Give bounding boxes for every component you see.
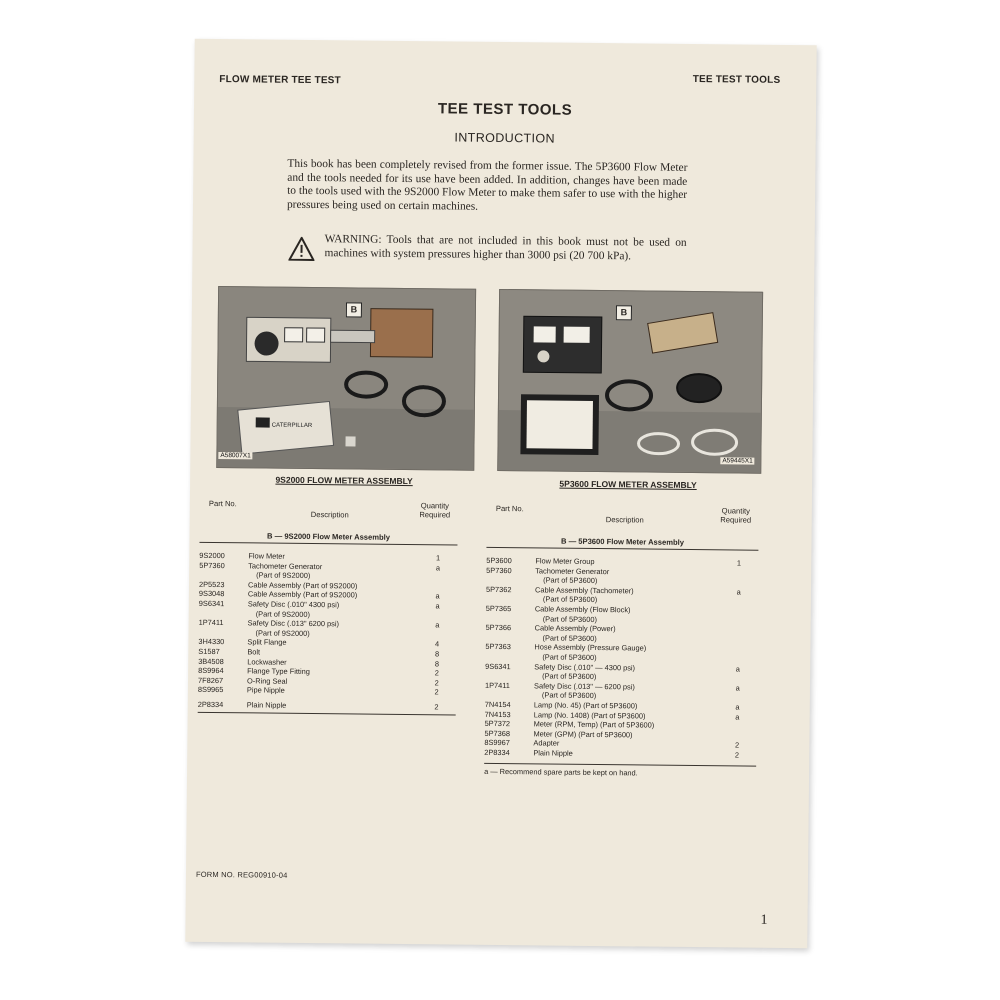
cell-part: 2P8334 xyxy=(484,747,510,757)
cell-qty: 8 xyxy=(434,658,440,668)
cell-part xyxy=(199,570,248,580)
cell-part: 1P7411 xyxy=(484,680,510,690)
cell-desc: Lamp (No. 45) (Part of 5P3600) xyxy=(533,700,638,711)
cell-part: 5P3600 xyxy=(486,555,512,566)
intro-paragraph: This book has been completely revised from the former issue. The 5P3600 Flow Meter and the tools needed for its use have been added. In addition, changes have been made to the tools used with the 9S2000 Flow Meter to make them safer to use with the higher pressures being used on certain machines. xyxy=(286,157,688,213)
cell-qty: a xyxy=(735,711,740,722)
cell-part: 9S2000 xyxy=(199,550,225,561)
cell-qty xyxy=(419,572,458,582)
caterpillar-logo: CATERPILLAR xyxy=(271,422,313,430)
cell-qty xyxy=(719,645,758,655)
header-left: FLOW METER TEE TEST xyxy=(219,74,341,87)
cell-desc: Flange Type Fitting xyxy=(247,666,310,677)
cell-part xyxy=(485,652,534,662)
warning-text: WARNING: Tools that are not included in this book must not be used on machines with system pressures higher than 3000 psi (20 700 kPa). xyxy=(324,233,687,262)
cell-qty: 1 xyxy=(736,558,742,568)
cell-part xyxy=(485,671,534,681)
cell-desc: Flow Meter Group xyxy=(535,556,595,566)
cell-part: 3H4330 xyxy=(198,637,225,647)
cell-desc: Adapter xyxy=(533,738,560,748)
cell-part: 5P7372 xyxy=(484,718,511,729)
photo-tag-left: B xyxy=(346,302,362,317)
warning-icon xyxy=(288,237,314,266)
cell-part: 5P7360 xyxy=(199,560,225,570)
cell-desc: Meter (GPM) (Part of 5P3600) xyxy=(533,729,633,740)
page-number: 1 xyxy=(760,912,768,928)
cell-part: 3B4508 xyxy=(198,656,224,666)
cell-desc: Tachometer Generator xyxy=(248,560,323,571)
cell-desc: (Part of 9S2000) xyxy=(255,628,310,638)
cell-part: 2P8334 xyxy=(197,699,224,710)
cell-part: 8S9967 xyxy=(484,738,510,748)
cell-part: 9S6341 xyxy=(198,598,225,609)
cell-qty: a xyxy=(735,663,740,674)
cell-qty xyxy=(718,673,757,683)
cell-qty xyxy=(418,630,457,640)
cell-part: 8S9964 xyxy=(198,665,224,676)
cell-desc: Cable Assembly (Flow Block) xyxy=(534,604,631,615)
cell-desc: Pipe Nipple xyxy=(246,685,285,696)
cell-desc: (Part of 5P3600) xyxy=(542,652,597,662)
cell-part: S1587 xyxy=(198,646,220,657)
cell-desc: Tachometer Generator xyxy=(535,565,610,576)
cell-part: 9S3048 xyxy=(198,589,225,599)
cell-desc: Split Flange xyxy=(247,637,287,648)
cell-desc: (Part of 5P3600) xyxy=(542,594,598,605)
cell-qty xyxy=(720,568,759,578)
caption-left: 9S2000 FLOW METER ASSEMBLY xyxy=(275,474,413,487)
group-heading-left: B — 9S2000 Flow Meter Assembly xyxy=(199,531,457,546)
col-description: Description xyxy=(310,510,349,520)
cell-part: 7N4153 xyxy=(484,709,511,719)
cell-desc: Cable Assembly (Part of 9S2000) xyxy=(248,580,358,591)
col-description: Description xyxy=(605,515,644,525)
header-right: TEE TEST TOOLS xyxy=(692,73,781,86)
parts-table-right xyxy=(484,504,759,779)
cell-part: 5P7365 xyxy=(485,603,512,614)
cell-desc: Lockwasher xyxy=(247,656,287,667)
cell-qty: 2 xyxy=(434,678,439,688)
cell-desc: Plain Nipple xyxy=(533,748,573,758)
cell-desc: Safety Disc (.013" 6200 psi) xyxy=(247,618,340,629)
cell-desc: (Part of 5P3600) xyxy=(542,671,597,682)
footnote: a — Recommend spare parts be kept on hand. xyxy=(484,767,638,778)
photo-code-right: A59445X1 xyxy=(722,457,753,465)
cell-desc: (Part of 5P3600) xyxy=(542,633,597,643)
cell-desc: (Part of 5P3600) xyxy=(543,575,598,586)
cell-part: 5P7362 xyxy=(485,584,512,594)
parts-rows-right xyxy=(484,556,758,760)
cell-qty xyxy=(719,616,758,626)
caption-right: 5P3600 FLOW METER ASSEMBLY xyxy=(559,478,697,491)
cell-qty: a xyxy=(435,601,440,611)
cell-part: 9S6341 xyxy=(485,661,511,671)
cell-qty: a xyxy=(435,562,441,572)
manual-page xyxy=(185,39,816,948)
cell-qty xyxy=(418,582,457,592)
cell-qty xyxy=(718,731,757,741)
col-quantity: Quantity Required xyxy=(720,506,752,525)
cell-qty xyxy=(719,597,758,607)
cell-desc: Lamp (No. 1408) (Part of 5P3600) xyxy=(533,709,646,721)
table-row xyxy=(484,748,756,760)
cell-part: 1P7411 xyxy=(198,617,224,628)
parts-table-left xyxy=(198,499,458,715)
page-title: TEE TEST TOOLS xyxy=(437,100,573,119)
cell-part xyxy=(198,628,247,638)
cell-qty: a xyxy=(736,587,741,597)
cell-desc: O-Ring Seal xyxy=(246,676,288,686)
cell-qty: a xyxy=(735,683,740,693)
cell-desc: Plain Nipple xyxy=(246,700,287,710)
cell-qty: 4 xyxy=(435,639,440,649)
table-end-rule-left xyxy=(198,711,456,715)
cell-part: 5P7366 xyxy=(485,623,512,633)
cell-qty: a xyxy=(735,702,740,712)
cell-part: 7N4154 xyxy=(484,699,511,710)
col-part-no: Part No. xyxy=(495,503,524,514)
cell-part: 5P7368 xyxy=(484,728,511,738)
cell-part xyxy=(485,690,534,700)
cell-qty: a xyxy=(435,591,440,601)
cell-qty xyxy=(718,721,757,731)
cell-qty: 2 xyxy=(434,687,439,697)
cell-part: 8S9965 xyxy=(197,685,224,695)
cell-part xyxy=(199,608,248,618)
cell-desc: Cable Assembly (Part of 9S2000) xyxy=(247,589,358,600)
cell-qty: a xyxy=(435,620,440,630)
footnote-rule xyxy=(484,763,756,767)
cell-qty xyxy=(418,611,457,621)
cell-desc: Safety Disc (.010" 4300 psi) xyxy=(247,599,340,610)
cell-qty xyxy=(719,625,758,635)
group-heading-right: B — 5P3600 Flow Meter Assembly xyxy=(486,536,758,551)
cell-desc: Cable Assembly (Power) xyxy=(534,623,616,634)
cell-desc: Hose Assembly (Pressure Gauge) xyxy=(534,642,647,653)
parts-rows-left xyxy=(198,551,458,712)
cell-part xyxy=(485,633,534,643)
cell-part xyxy=(486,613,535,623)
cell-desc: (Part of 5P3600) xyxy=(541,690,597,701)
cell-desc: Safety Disc (.013" — 6200 psi) xyxy=(534,681,635,692)
photo-code-left: A58007X1 xyxy=(220,452,251,460)
cell-part xyxy=(486,594,535,604)
photo-tag-right: B xyxy=(616,305,632,320)
cell-qty: 2 xyxy=(434,702,439,712)
cell-qty: 1 xyxy=(435,553,441,563)
cell-desc: (Part of 9S2000) xyxy=(256,570,311,581)
col-part-no: Part No. xyxy=(208,498,237,509)
cell-desc: Meter (RPM, Temp) (Part of 5P3600) xyxy=(533,719,655,730)
cell-qty xyxy=(719,606,758,616)
cell-qty xyxy=(719,577,758,587)
cell-qty: 2 xyxy=(434,668,439,678)
cell-desc: (Part of 5P3600) xyxy=(542,614,598,624)
cell-part: 7F8267 xyxy=(197,675,224,685)
cell-qty: 2 xyxy=(734,740,740,750)
cell-qty xyxy=(718,693,757,703)
section-title: INTRODUCTION xyxy=(454,130,556,146)
cell-part: 5P7360 xyxy=(486,565,512,575)
cell-qty: 8 xyxy=(434,649,440,659)
cell-desc: (Part of 9S2000) xyxy=(255,609,311,619)
col-quantity: Quantity Required xyxy=(419,501,451,520)
cell-qty xyxy=(719,654,758,664)
table-row xyxy=(198,695,456,712)
cell-qty xyxy=(719,635,758,645)
cell-desc: Cable Assembly (Tachometer) xyxy=(535,585,634,596)
form-number: FORM NO. REG00910-04 xyxy=(195,869,288,880)
cell-part: 5P7363 xyxy=(485,642,511,652)
cell-part: 2P5523 xyxy=(198,579,225,589)
cell-desc: Safety Disc (.010" — 4300 psi) xyxy=(534,661,636,672)
cell-part xyxy=(486,575,535,585)
cell-desc: Flow Meter xyxy=(248,551,285,561)
cell-qty: 2 xyxy=(734,750,740,760)
cell-desc: Bolt xyxy=(247,647,261,657)
